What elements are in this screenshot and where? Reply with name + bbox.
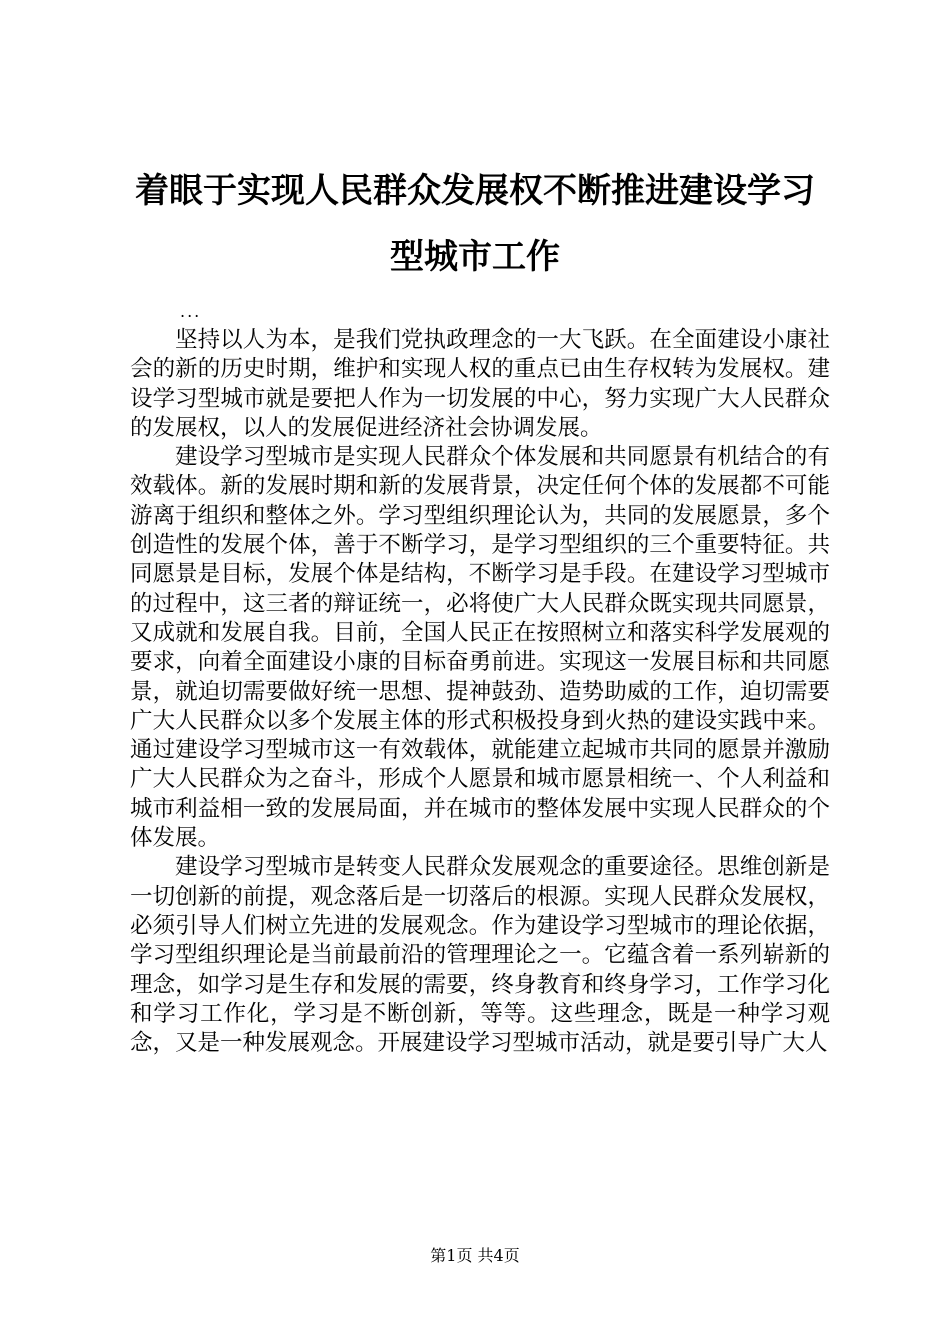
page-footer: 第1页 共4页 — [430, 1246, 520, 1265]
document-body — [130, 326, 830, 1058]
title-line-2: 型城市工作 — [390, 237, 560, 277]
document-title — [120, 158, 830, 290]
paragraph-1: 坚持以人为本，是我们党执政理念的一大飞跃。在全面建设小康社会的新的历史时期，维护和实现人权的重点已由生存权转为发展权。建设学习型城市就是要把人作为一切发展的中心，努力实现广大人民群众的发展权，以人的发展促进经济社会协调发展。 — [130, 327, 830, 441]
title-line-1: 着眼于实现人民群众发展权不断推进建设学习 — [135, 171, 815, 211]
paragraph-2: 建设学习型城市是实现人民群众个体发展和共同愿景有机结合的有效载体。新的发展时期和新的发展背景，决定任何个体的发展都不可能游离于组织和整体之外。学习型组织理论认为，共同的发展愿景，多个创造性的发展个体，善于不断学习，是学习型组织的三个重要特征。共同愿景是目标，发展个体是结构，不断学习是手段。在建设学习型城市的过程中，这三者的辩证统一，必将使广大人民群众既实现共同愿景，又成就和发展自我。目前，全国人民正在按照树立和落实科学发展观的要求，向着全面建设小康的目标奋勇前进。实现这一发展目标和共同愿景，就迫切需要做好统一思想、提神鼓劲、造势助威的工作，迫切需要广大人民群众以多个发展主体的形式积极投身到火热的建设实践中来。通过建设学习型城市这一有效载体，就能建立起城市共同的愿景并激励广大人民群众为之奋斗，形成个人愿景和城市愿景相统一、个人利益和城市利益相一致的发展局面，并在城市的整体发展中实现人民群众的个体发展。 — [130, 444, 830, 852]
ellipsis-mark: ... — [180, 302, 202, 321]
paragraph-3: 建设学习型城市是转变人民群众发展观念的重要途径。思维创新是一切创新的前提，观念落后是一切落后的根源。实现人民群众发展权，必须引导人们树立先进的发展观念。作为建设学习型城市的理论依据，学习型组织理论是当前最前沿的管理理论之一。它蕴含着一系列崭新的理念，如学习是生存和发展的需要，终身教育和终身学习，工作学习化和学习工作化，学习是不断创新，等等。这些理念，既是一种学习观念，又是一种发展观念。开展建设学习型城市活动，就是要引导广大人 — [130, 854, 830, 1057]
